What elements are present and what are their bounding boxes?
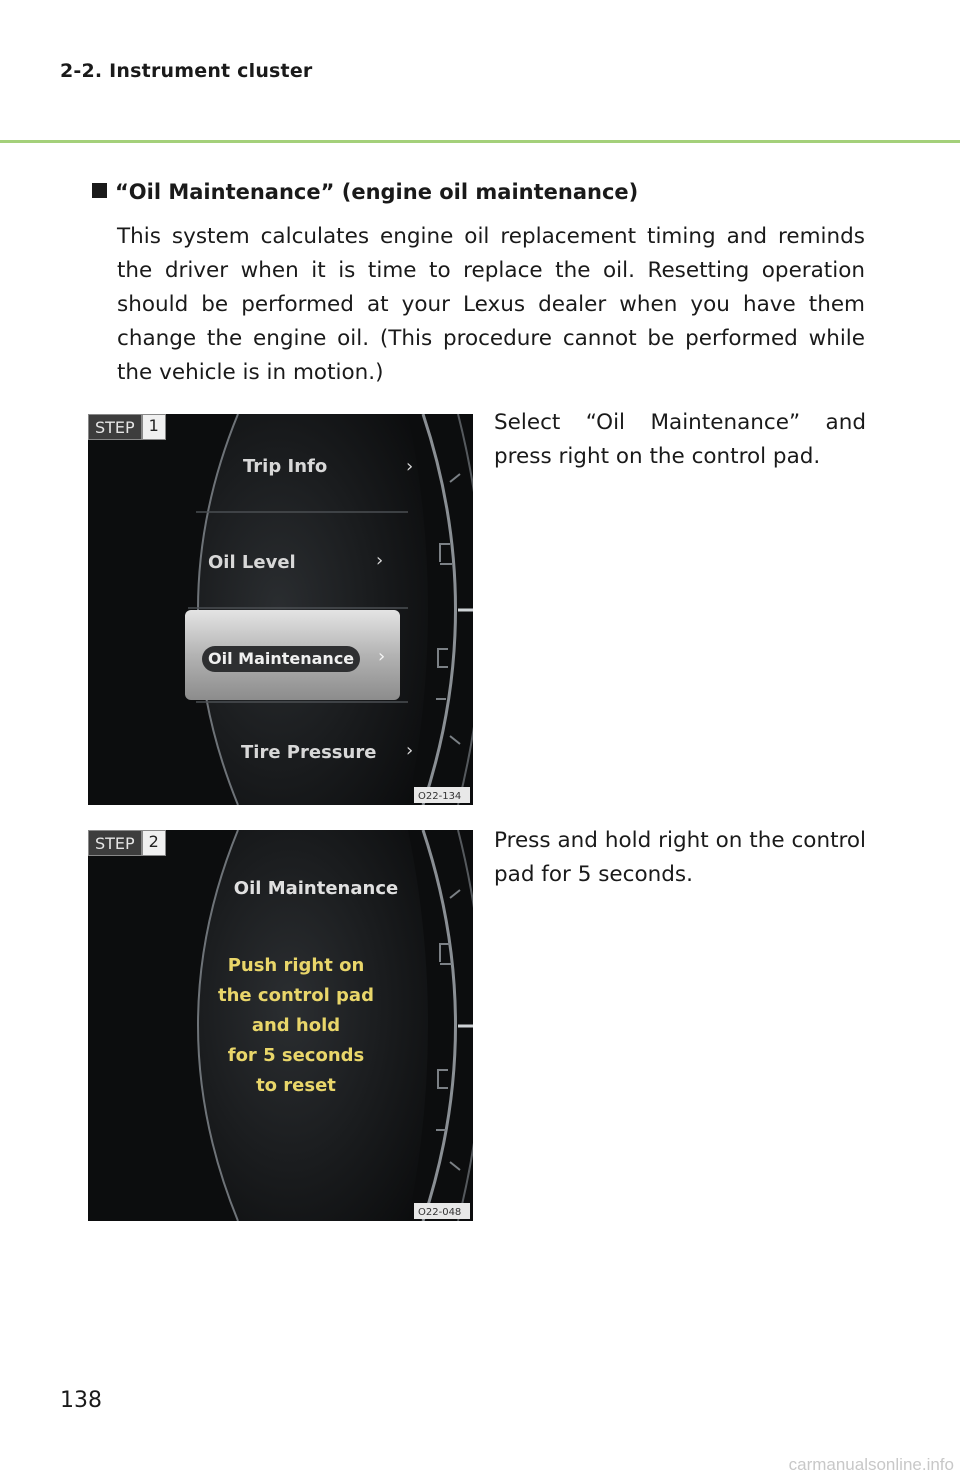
step-number: 1 <box>142 414 166 440</box>
step2-instruction: Press and hold right on the control pad for 5 seconds. <box>494 828 866 887</box>
heading-text: “Oil Maintenance” (engine oil maintenance) <box>115 180 639 204</box>
chevron-right-icon: › <box>406 456 414 477</box>
step1-badge <box>88 414 166 440</box>
step-label: STEP <box>88 830 142 856</box>
intro-paragraph: This system calculates engine oil replacement timing and reminds the driver when it is time to replace the oil. Resetting operation should be performed at your Lexus dealer when you have them change the engine oil. (This procedure cannot be performed while the vehicle is in motion.) <box>117 224 865 385</box>
screen-menu-item: Trip Info <box>243 456 328 477</box>
step2-screenshot <box>88 830 473 1221</box>
image-code: O22-134 <box>418 791 462 802</box>
section-heading <box>92 180 638 204</box>
chevron-right-icon: › <box>378 646 386 667</box>
page-number: 138 <box>60 1388 102 1413</box>
screen-menu-item: Tire Pressure <box>241 742 377 763</box>
screen-title: Oil Maintenance <box>233 878 399 899</box>
section-header: 2-2. Instrument cluster <box>60 60 313 82</box>
screen-message-line: for 5 seconds <box>227 1045 365 1066</box>
screen-message-line: Push right on <box>227 955 365 976</box>
screen-message-line: to reset <box>256 1075 336 1096</box>
step1-screenshot <box>88 414 473 805</box>
square-bullet-icon <box>92 183 107 198</box>
screen-menu-item-selected: Oil Maintenance <box>208 649 355 668</box>
chevron-right-icon: › <box>406 740 414 761</box>
header-divider <box>0 140 960 143</box>
step1-instruction: Select “Oil Maintenance” and press right on the control pad. <box>494 410 866 469</box>
screen-menu-item: Oil Level <box>208 552 296 573</box>
screen-message-line: and hold <box>251 1015 341 1036</box>
chevron-right-icon: › <box>376 550 384 571</box>
step2-badge <box>88 830 166 856</box>
step-label: STEP <box>88 414 142 440</box>
watermark: carmanualsonline.info <box>788 1455 954 1474</box>
screen-message-line: the control pad <box>218 985 374 1006</box>
image-code: O22-048 <box>418 1207 462 1218</box>
step-number: 2 <box>142 830 166 856</box>
